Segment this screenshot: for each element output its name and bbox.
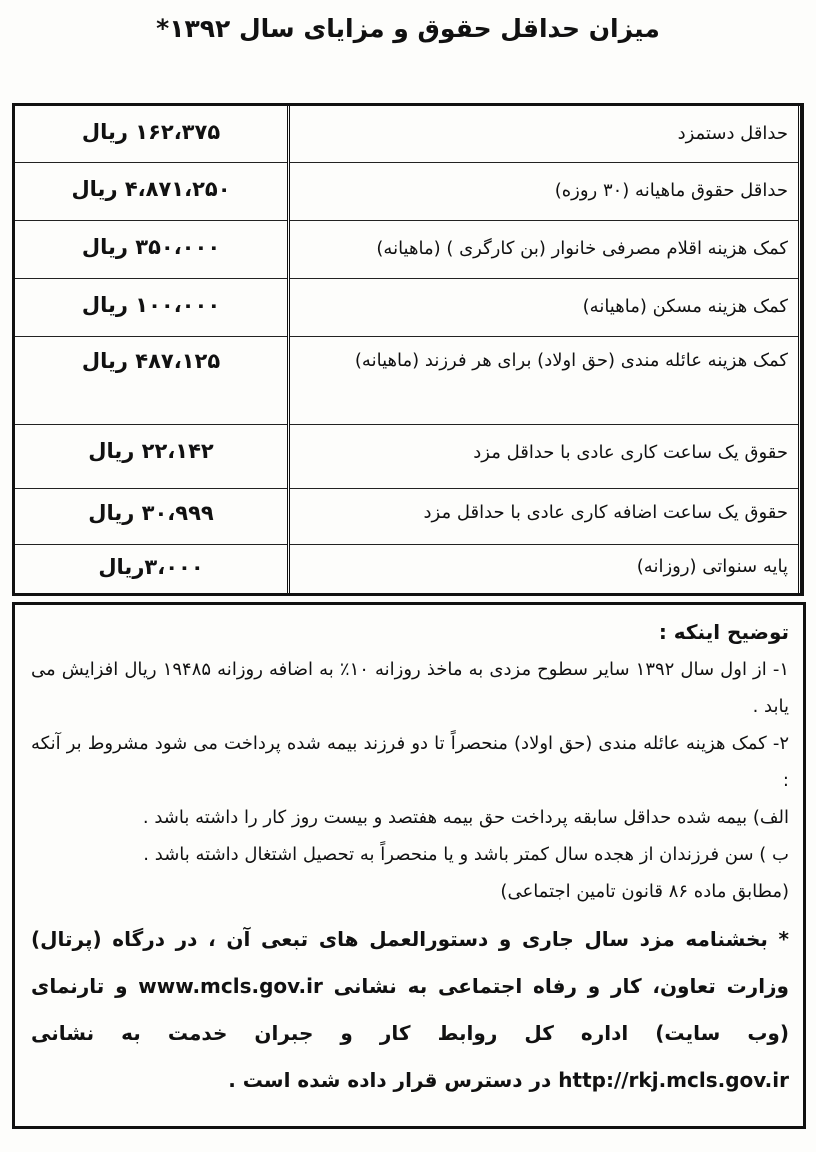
value-cell: ۳۰،۹۹۹ ریال <box>88 501 214 525</box>
note-item: ب ) سن فرزندان از هجده سال کمتر باشد و یا منحصراً به تحصیل اشتغال داشته باشد . <box>143 844 789 865</box>
table-row <box>290 545 798 593</box>
notes-content <box>31 613 789 1104</box>
table-row <box>290 425 798 489</box>
note-item: (مطابق ماده ۸۶ قانون تامین اجتماعی) <box>500 881 789 902</box>
value-cell: ۳،۰۰۰ریال <box>98 555 204 579</box>
table-row <box>15 221 287 279</box>
notes-heading: توضیح اینکه : <box>658 620 789 644</box>
table-row <box>15 489 287 545</box>
table-row <box>15 545 287 593</box>
descriptions-column <box>287 106 801 593</box>
table-row <box>290 489 798 545</box>
wage-table <box>12 103 804 596</box>
label-cell: حداقل حقوق ماهیانه (۳۰ روزه) <box>554 180 788 201</box>
value-cell: ۳۵۰،۰۰۰ ریال <box>81 235 221 259</box>
notes-box <box>12 602 806 1129</box>
table-row <box>15 279 287 337</box>
value-cell: ۴۸۷،۱۲۵ ریال <box>81 349 221 373</box>
table-row <box>15 106 287 163</box>
note-item: ۲- کمک هزینه عائله مندی (حق اولاد) منحصراً تا دو فرزند بیمه شده پرداخت می شود مشروط بر آنکه : <box>31 733 789 791</box>
label-cell: کمک هزینه اقلام مصرفی خانوار (بن کارگری ) (ماهیانه) <box>376 238 788 259</box>
footer-note: * بخشنامه مزد سال جاری و دستورالعمل های تبعی آن ، در درگاه (پرتال) وزارت تعاون، کار و رفاه اجتماعی به نشانی www.mcls.gov.ir و تارنمای (وب سایت) اداره کل روابط کار و جبران خدمت به نشانی http://rkj.mcls.gov.ir در دسترس قرار داده شده است . <box>31 927 789 1092</box>
table-row <box>290 163 798 221</box>
table-row <box>290 221 798 279</box>
table-row <box>15 337 287 425</box>
value-cell: ۴،۸۷۱،۲۵۰ ریال <box>71 177 231 201</box>
value-cell: ۱۶۲،۳۷۵ ریال <box>81 120 221 144</box>
note-item: ۱- از اول سال ۱۳۹۲ سایر سطوح مزدی به ماخذ روزانه ۱۰٪ به اضافه روزانه ۱۹۴۸۵ ریال افزایش می یابد . <box>31 659 790 717</box>
table-row <box>290 106 798 163</box>
label-cell: کمک هزینه عائله مندی (حق اولاد) برای هر فرزند (ماهیانه) <box>354 350 788 371</box>
value-cell: ۲۲،۱۴۲ ریال <box>88 439 214 463</box>
label-cell: پایه سنواتی (روزانه) <box>636 556 788 577</box>
table-row <box>290 279 798 337</box>
table-row <box>15 163 287 221</box>
table-row <box>290 337 798 425</box>
label-cell: حقوق یک ساعت کاری عادی با حداقل مزد <box>473 442 788 463</box>
label-cell: کمک هزینه مسکن (ماهیانه) <box>582 296 788 317</box>
label-cell: حقوق یک ساعت اضافه کاری عادی با حداقل مزد <box>423 502 788 523</box>
document-title: میزان حداقل حقوق و مزایای سال ۱۳۹۲* <box>156 14 660 43</box>
label-cell: حداقل دستمزد <box>677 123 788 144</box>
table-row <box>15 425 287 489</box>
values-column <box>15 106 287 593</box>
note-item: الف) بیمه شده حداقل سابقه پرداخت حق بیمه هفتصد و بیست روز کار را داشته باشد . <box>142 807 789 828</box>
value-cell: ۱۰۰،۰۰۰ ریال <box>81 293 221 317</box>
